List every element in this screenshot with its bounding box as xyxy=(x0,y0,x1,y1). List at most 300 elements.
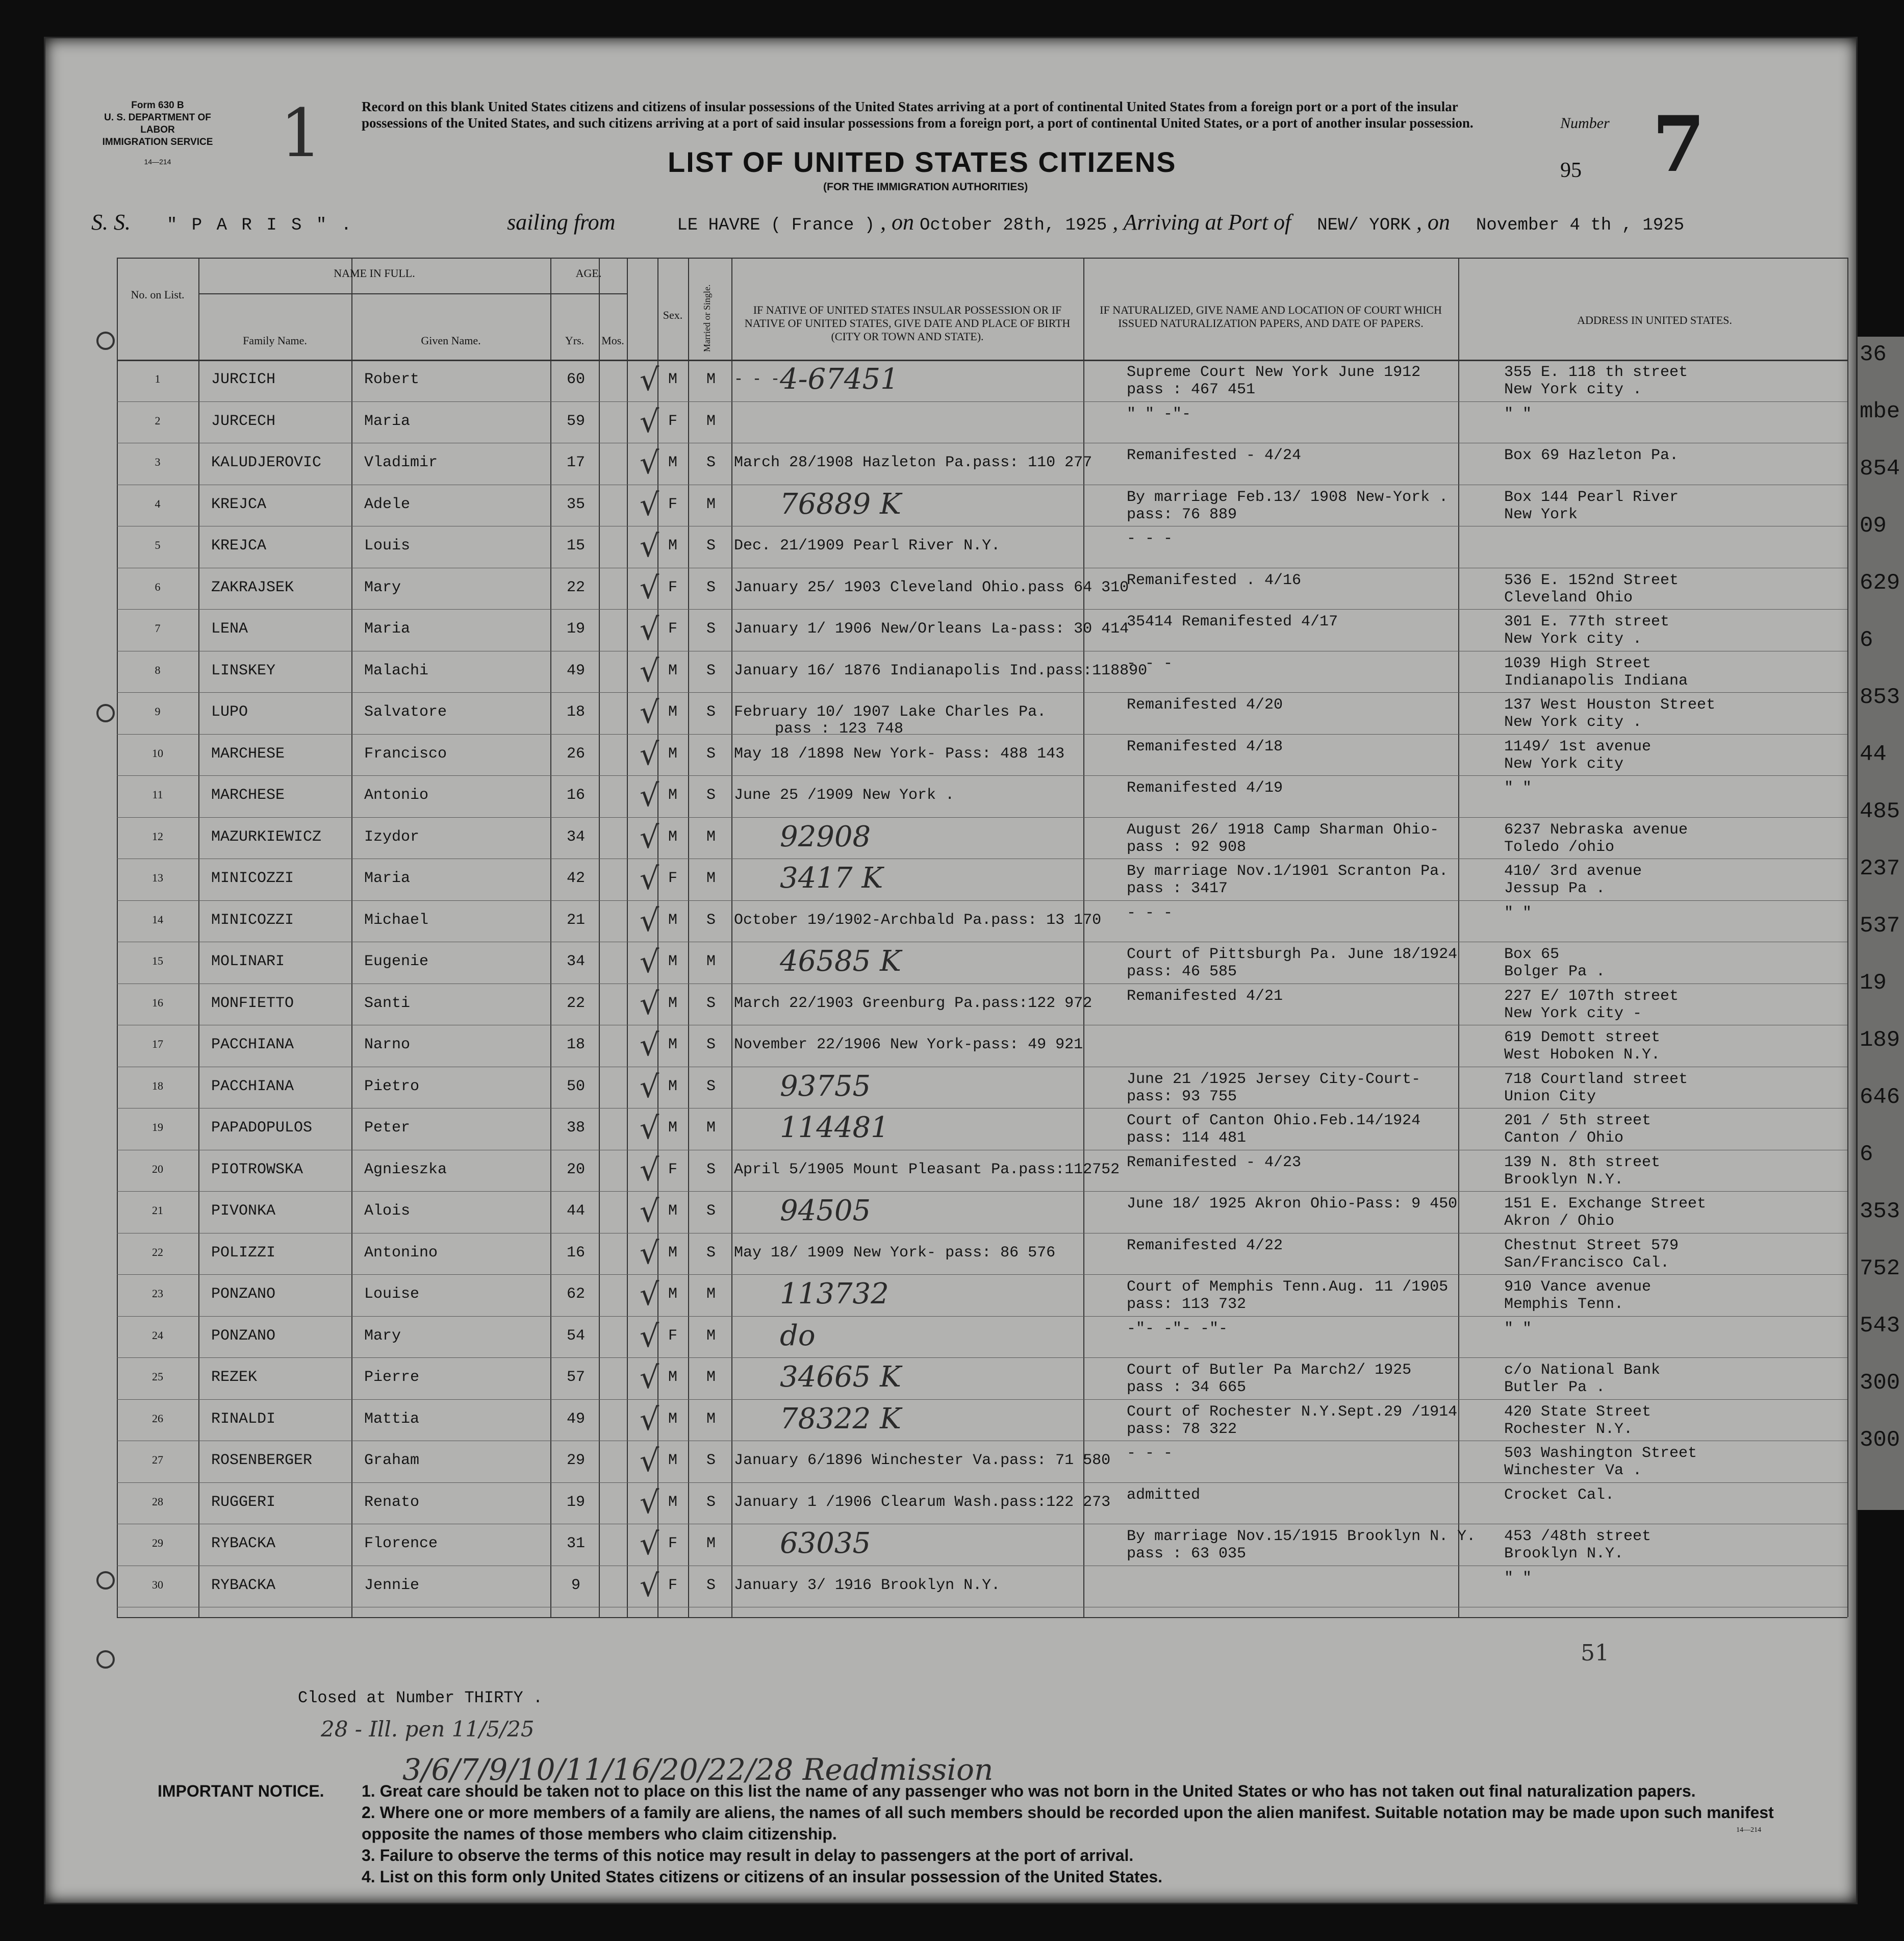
handwritten-cert-number: 4-67451 xyxy=(780,363,899,396)
age-years: 34 xyxy=(566,828,585,846)
given-name: Pierre xyxy=(364,1369,420,1386)
sex: M xyxy=(668,953,677,970)
marital-status: S xyxy=(706,994,716,1012)
row-number: 7 xyxy=(155,622,161,635)
column-rule xyxy=(1458,258,1459,1617)
column-rule xyxy=(599,258,600,1617)
age-years: 59 xyxy=(566,412,585,430)
address-line1: " " xyxy=(1504,904,1532,922)
edge-number: 44 xyxy=(1860,742,1887,767)
naturalization-info: Remanifested 4/18 xyxy=(1127,738,1283,755)
address-line1: Box 65 xyxy=(1504,946,1560,963)
marital-status: S xyxy=(706,1576,716,1594)
age-years: 34 xyxy=(566,953,585,970)
naturalization-info: -"- -"- -"- xyxy=(1127,1320,1228,1338)
page-number: 95 xyxy=(1560,159,1582,182)
family-name: PIOTROWSKA xyxy=(211,1161,303,1178)
family-name: LUPO xyxy=(211,703,248,721)
given-name: Salvatore xyxy=(364,703,447,721)
birth-info-line2: pass : 123 748 xyxy=(775,720,904,738)
address-line1: 227 E/ 107th street xyxy=(1504,987,1679,1005)
address-line1: 619 Demott street xyxy=(1504,1029,1661,1046)
family-name: REZEK xyxy=(211,1369,258,1386)
handwritten-cert-number: 3417 K xyxy=(780,862,883,895)
edge-number: 36 xyxy=(1860,342,1887,367)
sex: M xyxy=(668,745,677,763)
address-line2: New York city . xyxy=(1504,631,1642,648)
marital-status: M xyxy=(706,828,716,846)
marital-status: S xyxy=(706,620,716,638)
edge-number: 543 xyxy=(1860,1313,1900,1339)
marital-status: M xyxy=(706,1327,716,1345)
address-line2: New York city - xyxy=(1504,1004,1642,1022)
given-name: Mary xyxy=(364,1327,401,1345)
closing-line: Closed at Number THIRTY . xyxy=(298,1688,543,1707)
address-line1: 410/ 3rd avenue xyxy=(1504,863,1642,880)
address-line1: 201 / 5th street xyxy=(1504,1112,1652,1129)
handwritten-cert-number: 63035 xyxy=(780,1527,871,1560)
age-years: 18 xyxy=(566,1036,585,1053)
naturalization-info: " " -"- xyxy=(1127,405,1191,423)
check-mark: √ xyxy=(640,1443,659,1479)
marital-status: S xyxy=(706,745,716,763)
check-mark: √ xyxy=(640,445,659,481)
row-number: 12 xyxy=(152,829,163,843)
family-name: MAZURKIEWICZ xyxy=(211,828,322,846)
row-number: 3 xyxy=(155,456,161,468)
check-mark: √ xyxy=(640,902,659,939)
edge-number: 485 xyxy=(1860,799,1900,824)
row-rule xyxy=(117,817,1847,818)
age-years: 19 xyxy=(566,1493,585,1511)
check-mark: √ xyxy=(640,736,659,772)
row-number: 23 xyxy=(152,1287,163,1300)
naturalization-pass: pass: 76 889 xyxy=(1127,506,1237,523)
birth-info: January 25/ 1903 Cleveland Ohio.pass 64 310 xyxy=(734,578,1129,596)
row-rule xyxy=(117,609,1847,610)
check-mark: √ xyxy=(640,1526,659,1562)
department: U. S. DEPARTMENT OF LABOR xyxy=(104,112,211,135)
notice-label: IMPORTANT NOTICE. xyxy=(158,1782,324,1800)
col-header-address: ADDRESS IN UNITED STATES. xyxy=(1577,314,1732,326)
check-mark: √ xyxy=(640,653,659,689)
address-line1: " " xyxy=(1504,1569,1532,1587)
check-mark: √ xyxy=(640,487,659,523)
sex: F xyxy=(668,1327,677,1345)
naturalization-info: - - - xyxy=(1127,530,1173,547)
sex: F xyxy=(668,1161,677,1178)
address-line1: c/o National Bank xyxy=(1504,1362,1661,1379)
naturalization-info: Court of Canton Ohio.Feb.14/1924 xyxy=(1127,1112,1421,1129)
given-name: Maria xyxy=(364,870,411,887)
sex: M xyxy=(668,537,677,554)
port-arrival: NEW/ YORK xyxy=(1317,216,1411,235)
sex: M xyxy=(668,371,677,388)
marital-status: S xyxy=(706,1244,716,1262)
check-mark: √ xyxy=(640,1568,659,1604)
table-bottom-rule xyxy=(117,1617,1847,1618)
row-number: 30 xyxy=(152,1578,163,1591)
sex: F xyxy=(668,870,677,887)
column-rule xyxy=(117,258,118,1617)
marital-status: M xyxy=(706,1535,716,1552)
address-line2: Toledo /ohio xyxy=(1504,838,1615,856)
edge-number: 19 xyxy=(1860,970,1887,996)
address-line2: New York city . xyxy=(1504,381,1642,398)
sex: F xyxy=(668,1576,677,1594)
sex: M xyxy=(668,1202,677,1220)
given-name: Pietro xyxy=(364,1077,420,1095)
address-line1: Crocket Cal. xyxy=(1504,1486,1615,1504)
given-name: Mattia xyxy=(364,1410,420,1428)
edge-number: 537 xyxy=(1860,913,1900,939)
naturalization-pass: pass : 34 665 xyxy=(1127,1379,1247,1396)
naturalization-pass: pass: 78 322 xyxy=(1127,1420,1237,1438)
row-rule xyxy=(117,1357,1847,1358)
age-years: 54 xyxy=(566,1327,585,1345)
family-name: MARCHESE xyxy=(211,787,285,804)
age-years: 57 xyxy=(566,1369,585,1386)
family-name: RYBACKA xyxy=(211,1535,276,1552)
sex: M xyxy=(668,703,677,721)
row-number: 19 xyxy=(152,1121,163,1133)
binding-hole xyxy=(96,704,115,722)
birth-info: April 5/1905 Mount Pleasant Pa.pass:112752 xyxy=(734,1161,1120,1178)
binding-hole xyxy=(96,1650,115,1669)
naturalization-pass: pass: 114 481 xyxy=(1127,1129,1247,1147)
address-line1: 910 Vance avenue xyxy=(1504,1278,1652,1296)
check-mark: √ xyxy=(640,404,659,440)
naturalization-info: Remanifested - 4/24 xyxy=(1127,447,1302,464)
family-name: LINSKEY xyxy=(211,662,276,679)
age-years: 60 xyxy=(566,371,585,388)
binding-hole xyxy=(96,332,115,350)
marital-status: M xyxy=(706,1119,716,1137)
row-rule xyxy=(117,1274,1847,1275)
given-name: Narno xyxy=(364,1036,411,1053)
marital-status: S xyxy=(706,1036,716,1053)
marital-status: M xyxy=(706,1410,716,1428)
family-name: MONFIETTO xyxy=(211,994,294,1012)
birth-info: May 18 /1898 New York- Pass: 488 143 xyxy=(734,745,1065,763)
address-line2: New York xyxy=(1504,506,1578,523)
column-rule xyxy=(731,258,732,1617)
naturalization-info: June 18/ 1925 Akron Ohio-Pass: 9 450 xyxy=(1127,1195,1458,1213)
check-mark: √ xyxy=(640,944,659,980)
col-header-age: AGE. xyxy=(575,267,602,280)
adjacent-page-edge xyxy=(1857,337,1904,1510)
address-line1: 355 E. 118 th street xyxy=(1504,364,1688,381)
column-rule xyxy=(1847,258,1848,1617)
given-name: Francisco xyxy=(364,745,447,763)
check-mark: √ xyxy=(640,1111,659,1146)
row-rule xyxy=(117,1399,1847,1400)
given-name: Santi xyxy=(364,994,411,1012)
given-name: Jennie xyxy=(364,1576,420,1594)
row-number: 20 xyxy=(152,1162,163,1175)
marital-status: M xyxy=(706,412,716,430)
page-mark: 1 xyxy=(280,94,322,172)
handwritten-cert-number: 94505 xyxy=(780,1194,871,1227)
address-line1: 453 /48th street xyxy=(1504,1528,1652,1545)
family-name: JURCICH xyxy=(211,371,276,388)
ss-label: S. S. xyxy=(91,210,131,235)
edge-number: 300 xyxy=(1860,1370,1900,1396)
given-name: Graham xyxy=(364,1452,420,1469)
check-mark: √ xyxy=(640,695,659,730)
birth-info: January 1/ 1906 New/Orleans La-pass: 30 414 xyxy=(734,620,1129,638)
ship-name: " P A R I S " . xyxy=(167,216,354,235)
on-label: , on xyxy=(880,210,915,235)
naturalization-info: By marriage Feb.13/ 1908 New-York . xyxy=(1127,488,1449,506)
check-mark: √ xyxy=(640,1152,659,1188)
port-from: LE HAVRE ( France ) xyxy=(677,216,875,235)
age-years: 17 xyxy=(566,454,585,471)
table-top-rule xyxy=(117,258,1847,259)
address-line1: 151 E. Exchange Street xyxy=(1504,1195,1707,1213)
address-line2: Akron / Ohio xyxy=(1504,1213,1615,1230)
address-line1: Box 144 Pearl River xyxy=(1504,488,1679,506)
naturalization-info: Court of Memphis Tenn.Aug. 11 /1905 xyxy=(1127,1278,1449,1296)
address-line1: 536 E. 152nd Street xyxy=(1504,571,1679,589)
address-line1: 1149/ 1st avenue xyxy=(1504,738,1652,755)
row-number: 15 xyxy=(152,954,163,967)
birth-info: March 28/1908 Hazleton Pa.pass: 110 277 xyxy=(734,454,1093,471)
birth-info: May 18/ 1909 New York- pass: 86 576 xyxy=(734,1244,1056,1262)
address-line2: New York city . xyxy=(1504,714,1642,731)
check-mark: √ xyxy=(640,1027,659,1063)
naturalization-info: Court of Butler Pa March2/ 1925 xyxy=(1127,1362,1412,1379)
handwritten-cert-number: 76889 K xyxy=(780,487,901,521)
age-years: 49 xyxy=(566,662,585,679)
family-name: KALUDJEROVIC xyxy=(211,454,322,471)
family-name: RYBACKA xyxy=(211,1576,276,1594)
marital-status: S xyxy=(706,1452,716,1469)
naturalization-pass: pass : 92 908 xyxy=(1127,838,1247,856)
col-header-native: IF NATIVE OF UNITED STATES INSULAR POSSESSION OR IF NATIVE OF UNITED STATES, GIVE DATE AND PLACE OF BIRTH (CITY OR TOWN AND STATE). xyxy=(744,304,1071,343)
given-name: Renato xyxy=(364,1493,420,1511)
handwritten-cert-number: 92908 xyxy=(780,820,871,853)
marital-status: S xyxy=(706,1202,716,1220)
naturalization-info: June 21 /1925 Jersey City-Court- xyxy=(1127,1070,1421,1088)
family-name: PACCHIANA xyxy=(211,1077,294,1095)
marital-status: M xyxy=(706,953,716,970)
given-name: Robert xyxy=(364,371,420,388)
address-line2: Bolger Pa . xyxy=(1504,963,1606,980)
address-line2: Cleveland Ohio xyxy=(1504,589,1633,607)
check-mark: √ xyxy=(640,612,659,647)
col-header-married: Married or Single. xyxy=(702,284,712,352)
naturalization-info: Court of Pittsburgh Pa. June 18/1924 xyxy=(1127,946,1458,963)
age-years: 49 xyxy=(566,1410,585,1428)
age-years: 26 xyxy=(566,745,585,763)
handwritten-cert-number: 46585 K xyxy=(780,945,901,978)
sex: M xyxy=(668,1036,677,1053)
family-name: PACCHIANA xyxy=(211,1036,294,1053)
row-number: 5 xyxy=(155,539,161,551)
form-number: Form 630 B xyxy=(131,100,184,111)
check-mark: √ xyxy=(640,1318,659,1354)
given-name: Maria xyxy=(364,412,411,430)
marital-status: S xyxy=(706,787,716,804)
address-line1: 718 Courtland street xyxy=(1504,1070,1688,1088)
sex: M xyxy=(668,662,677,679)
check-mark: √ xyxy=(640,861,659,897)
naturalization-info: Remanifested . 4/16 xyxy=(1127,571,1302,589)
check-mark: √ xyxy=(640,1401,659,1438)
page-count: 51 xyxy=(1581,1640,1609,1666)
age-years: 44 xyxy=(566,1202,585,1220)
address-line1: " " xyxy=(1504,405,1532,423)
age-years: 29 xyxy=(566,1452,585,1469)
address-line1: Chestnut Street 579 xyxy=(1504,1237,1679,1254)
given-name: Michael xyxy=(364,911,429,929)
address-line1: 6237 Nebraska avenue xyxy=(1504,821,1688,839)
birth-info: January 6/1896 Winchester Va.pass: 71 580 xyxy=(734,1452,1111,1469)
row-number: 29 xyxy=(152,1536,163,1549)
col-header-no: No. on List. xyxy=(131,288,185,301)
row-number: 2 xyxy=(155,414,161,427)
row-number: 9 xyxy=(155,705,161,718)
family-name: PIVONKA xyxy=(211,1202,276,1220)
edge-number: 353 xyxy=(1860,1199,1900,1224)
sex: M xyxy=(668,911,677,929)
naturalization-pass: pass : 467 451 xyxy=(1127,381,1256,398)
marital-status: M xyxy=(706,495,716,513)
check-mark: √ xyxy=(640,1069,659,1105)
birth-info: October 19/1902-Archbald Pa.pass: 13 170 xyxy=(734,911,1102,929)
row-number: 22 xyxy=(152,1245,163,1258)
address-line1: 1039 High Street xyxy=(1504,654,1652,672)
handwritten-cert-number: 113732 xyxy=(780,1277,889,1310)
marital-status: S xyxy=(706,662,716,679)
check-mark: √ xyxy=(640,1235,659,1271)
family-name: RINALDI xyxy=(211,1410,276,1428)
row-number: 13 xyxy=(152,871,163,884)
given-name: Eugenie xyxy=(364,953,429,970)
sex: M xyxy=(668,1369,677,1386)
edge-number: 6 xyxy=(1860,627,1873,653)
given-name: Maria xyxy=(364,620,411,638)
family-name: ZAKRAJSEK xyxy=(211,578,294,596)
form-title: LIST OF UNITED STATES CITIZENS xyxy=(668,146,1177,178)
check-mark: √ xyxy=(640,362,659,398)
naturalization-info: admitted xyxy=(1127,1486,1201,1504)
naturalization-info: - - - xyxy=(1127,904,1173,922)
address-line1: 420 State Street xyxy=(1504,1403,1652,1421)
naturalization-info: Remanifested 4/22 xyxy=(1127,1237,1283,1254)
naturalization-info: Remanifested 4/19 xyxy=(1127,779,1283,797)
naturalization-pass: pass : 3417 xyxy=(1127,880,1228,897)
birth-info: January 1 /1906 Clearum Wash.pass:122 273 xyxy=(734,1493,1111,1511)
column-rule xyxy=(351,258,352,1617)
family-name: KREJCA xyxy=(211,495,267,513)
check-mark: √ xyxy=(640,1277,659,1313)
marital-status: S xyxy=(706,578,716,596)
address-line2: Union City xyxy=(1504,1088,1596,1105)
age-years: 62 xyxy=(566,1285,585,1303)
given-name: Agnieszka xyxy=(364,1161,447,1178)
age-subheader-rule xyxy=(550,293,627,294)
form-subtitle: (FOR THE IMMIGRATION AUTHORITIES) xyxy=(823,181,1028,193)
address-line2: West Hoboken N.Y. xyxy=(1504,1046,1661,1064)
row-number: 26 xyxy=(152,1411,163,1425)
edge-number: 646 xyxy=(1860,1085,1900,1110)
naturalization-info: - - - xyxy=(1127,1445,1173,1462)
sex: M xyxy=(668,1077,677,1095)
address-line1: " " xyxy=(1504,779,1532,797)
service: IMMIGRATION SERVICE xyxy=(102,137,213,147)
sailing-label: sailing from xyxy=(507,210,616,235)
address-line2: Memphis Tenn. xyxy=(1504,1296,1624,1313)
handwritten-cert-number: 78322 K xyxy=(780,1402,901,1435)
address-line1: " " xyxy=(1504,1320,1532,1338)
check-mark: √ xyxy=(640,986,659,1022)
row-rule xyxy=(117,1316,1847,1317)
marital-status: S xyxy=(706,1493,716,1511)
row-number: 18 xyxy=(152,1079,163,1092)
col-header-mos: Mos. xyxy=(601,334,624,347)
age-years: 16 xyxy=(566,1244,585,1262)
naturalization-info: Remanifested - 4/23 xyxy=(1127,1153,1302,1171)
binding-hole xyxy=(96,1571,115,1590)
row-rule xyxy=(117,775,1847,776)
age-years: 18 xyxy=(566,703,585,721)
number-value: 7 xyxy=(1652,99,1706,189)
marital-status: S xyxy=(706,537,716,554)
sex: M xyxy=(668,1119,677,1137)
address-line1: 137 West Houston Street xyxy=(1504,696,1716,714)
family-name: KREJCA xyxy=(211,537,267,554)
given-name: Adele xyxy=(364,495,411,513)
row-rule xyxy=(117,900,1847,901)
row-rule xyxy=(117,1191,1847,1192)
naturalization-info: Supreme Court New York June 1912 xyxy=(1127,364,1421,381)
row-rule xyxy=(117,692,1847,693)
given-name: Mary xyxy=(364,578,401,596)
edge-number: 752 xyxy=(1860,1256,1900,1281)
col-header-name: NAME IN FULL. xyxy=(334,267,415,280)
naturalization-info: 35414 Remanifested 4/17 xyxy=(1127,613,1338,631)
notice-item: 1. Great care should be taken not to place on this list the name of any passenger who was not born in the United States or who has not taken out final naturalization papers. xyxy=(362,1782,1696,1800)
col-header-sex: Sex. xyxy=(663,309,683,321)
family-name: JURCECH xyxy=(211,412,276,430)
given-name: Izydor xyxy=(364,828,420,846)
family-name: PONZANO xyxy=(211,1327,276,1345)
age-years: 42 xyxy=(566,870,585,887)
family-name: ROSENBERGER xyxy=(211,1452,313,1469)
marital-status: M xyxy=(706,1285,716,1303)
check-mark: √ xyxy=(640,570,659,606)
marital-status: S xyxy=(706,703,716,721)
family-name: PONZANO xyxy=(211,1285,276,1303)
row-number: 25 xyxy=(152,1370,163,1383)
given-name: Peter xyxy=(364,1119,411,1137)
manifest-sheet xyxy=(44,37,1858,1904)
given-name: Alois xyxy=(364,1202,411,1220)
edge-number: 6 xyxy=(1860,1142,1873,1167)
address-line2: Canton / Ohio xyxy=(1504,1129,1624,1147)
sex: F xyxy=(668,495,677,513)
marital-status: S xyxy=(706,454,716,471)
birth-info: January 3/ 1916 Brooklyn N.Y. xyxy=(734,1576,1001,1594)
naturalization-info: By marriage Nov.15/1915 Brooklyn N. Y. xyxy=(1127,1528,1476,1545)
address-line1: 503 Washington Street xyxy=(1504,1445,1697,1462)
column-rule xyxy=(627,258,628,1617)
check-mark: √ xyxy=(640,1360,659,1396)
edge-number: 853 xyxy=(1860,685,1900,710)
family-name: MINICOZZI xyxy=(211,870,294,887)
